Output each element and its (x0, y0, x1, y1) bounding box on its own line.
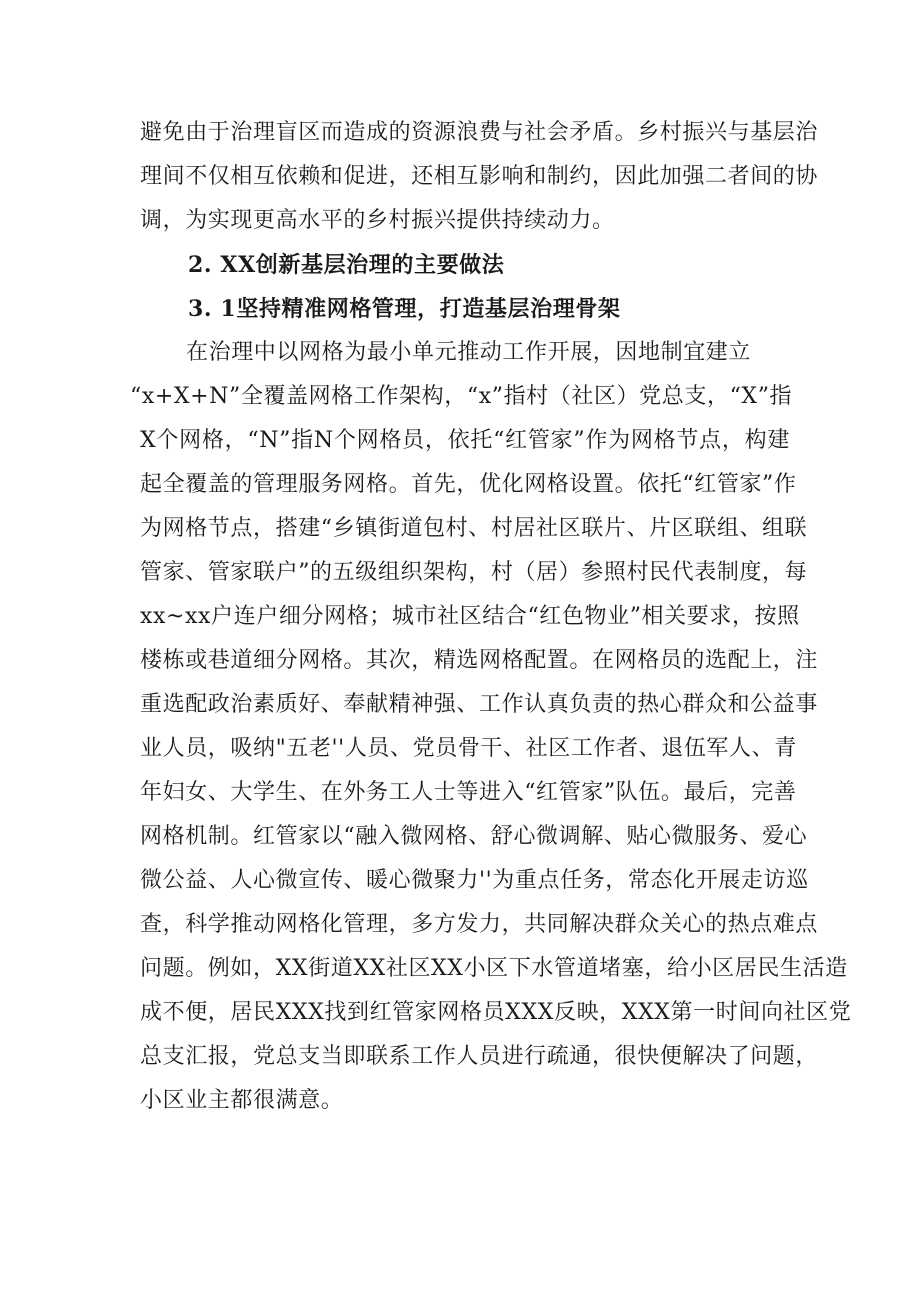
paragraph-line: 查，科学推动网格化管理，多方发力，共同解决群众关心的热点难点 (140, 912, 819, 937)
paragraph-line: 问题。例如，XX街道XX社区XX小区下水管道堵塞，给小区居民生活造 (140, 956, 848, 981)
paragraph-line: 管家、管家联户”的五级组织架构，村（居）参照村民代表制度，每 (140, 560, 808, 585)
paragraph-line: 起全覆盖的管理服务网格。首先，优化网格设置。依托“红管家”作 (140, 472, 797, 497)
paragraph-line: 楼栋或巷道细分网格。其次，精选网格配置。在网格员的选配上，注 (140, 648, 819, 673)
paragraph-line: 业人员，吸纳"五老''人员、党员骨干、社区工作者、退伍军人、青 (140, 736, 797, 761)
paragraph-line: 避免由于治理盲区而造成的资源浪费与社会矛盾。乡村振兴与基层治 (140, 120, 819, 145)
paragraph-line: 微公益、人心微宣传、暖心微聚力''为重点任务，常态化开展走访巡 (140, 868, 809, 893)
paragraph-line: 调，为实现更高水平的乡村振兴提供持续动力。 (140, 208, 615, 233)
paragraph-line: 小区业主都很满意。 (140, 1088, 344, 1113)
section-heading: 2. XX创新基层治理的主要做法 (188, 252, 505, 278)
paragraph-line: 理间不仅相互依赖和促进，还相互影响和制约，因此加强二者间的协 (140, 164, 819, 189)
paragraph-line: “x+X+N”全覆盖网格工作架构，“x”指村（社区）党总支，“X”指 (130, 384, 793, 409)
paragraph-line: 网格机制。红管家以“融入微网格、舒心微调解、贴心微服务、爱心 (140, 824, 808, 849)
paragraph-line: xx~xx户连户细分网格；城市社区结合“红色物业”相关要求，按照 (140, 604, 800, 629)
paragraph-line: 总支汇报，党总支当即联系工作人员进行疏通，很快便解决了问题， (140, 1044, 819, 1069)
paragraph-line: X个网格，“N”指N个网格员，依托“红管家”作为网格节点，构建 (140, 428, 790, 453)
paragraph-line: 成不便，居民XXX找到红管家网格员XXX反映，XXX第一时间向社区党 (140, 1000, 852, 1025)
paragraph-line: 在治理中以网格为最小单元推动工作开展，因地制宜建立 (186, 340, 752, 365)
paragraph-line: 重选配政治素质好、奉献精神强、工作认真负责的热心群众和公益事 (140, 692, 819, 717)
paragraph-line: 年妇女、大学生、在外务工人士等进入“红管家”队伍。最后，完善 (140, 780, 797, 805)
paragraph-line: 为网格节点，搭建“乡镇街道包村、村居社区联片、片区联组、组联 (140, 516, 808, 541)
subsection-heading: 3. 1坚持精准网格管理，打造基层治理骨架 (188, 296, 621, 322)
